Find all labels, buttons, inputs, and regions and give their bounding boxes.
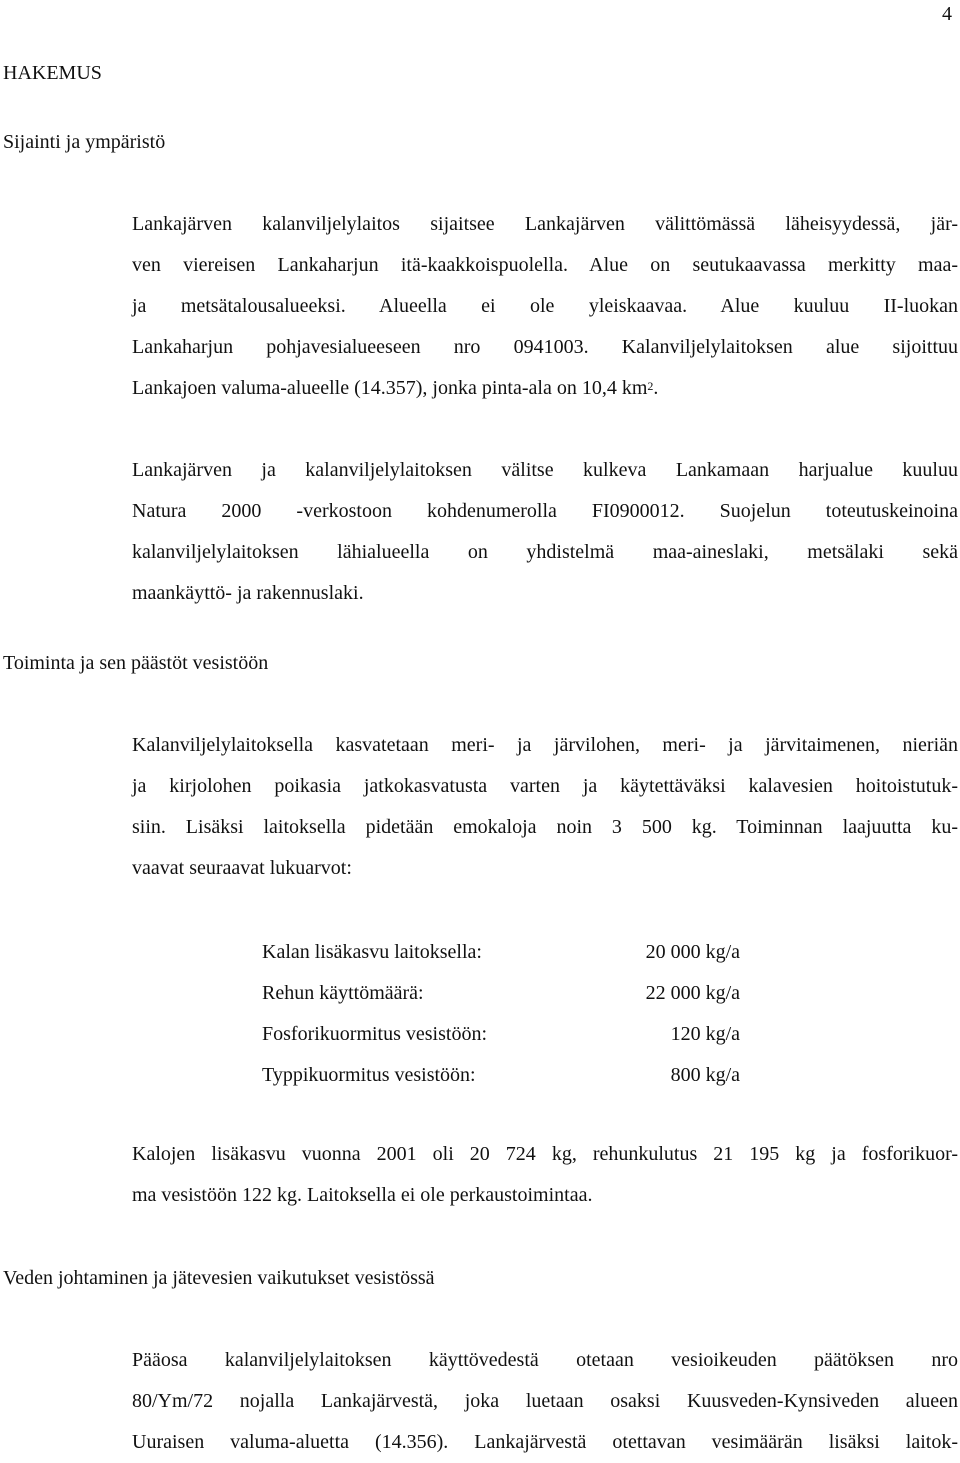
paragraph-location-1 [132,204,958,409]
stat-label: Typpikuormitus vesistöön: [262,1064,476,1086]
paragraph-location-2 [132,450,958,614]
area-exponent: 2 [647,379,654,393]
stat-row [262,973,742,1014]
stat-row [262,1014,742,1055]
text-line: maankäyttö- ja rakennuslaki. [132,582,364,604]
text-line: Natura 2000 -verkostoon kohdenumerolla FI0900012. Suojelun toteutuskeinoina [132,500,958,522]
text-line: ja kirjolohen poikasia jatkokasvatusta varten ja käytettäväksi kalavesien hoitoistutuk- [132,775,958,797]
text-line: ven viereisen Lankaharjun itä-kaakkoispuolella. Alue on seutukaavassa merkitty maa- [132,254,958,276]
stat-value: 120 kg/a [670,1023,740,1045]
text-line: siin. Lisäksi laitoksella pidetään emokaloja noin 3 500 kg. Toiminnan laajuutta ku- [132,816,958,838]
text-line: Lankajärven ja kalanviljelylaitoksen välitse kulkeva Lankamaan harjualue kuuluu [132,459,958,481]
text-line: ja metsätalousalueeksi. Alueella ei ole yleiskaavaa. Alue kuuluu II-luokan [132,295,958,317]
paragraph-wastewater-1 [132,1340,958,1463]
stat-value: 22 000 kg/a [645,982,740,1004]
text-line: 80/Ym/72 nojalla Lankajärvestä, joka luetaan osaksi Kuusveden-Kynsiveden alueen [132,1390,958,1412]
area-sentence: Lankajoen valuma-alueelle (14.357), jonka pinta-ala on 10,4 km [132,377,648,399]
sentence-end: . [653,377,659,399]
text-line: Kalojen lisäkasvu vuonna 2001 oli 20 724 kg, rehunkulutus 21 195 kg ja fosforikuor- [132,1143,958,1165]
page-number: 4 [942,3,952,25]
text-line: kalanviljelylaitoksen lähialueella on yhdistelmä maa-aineslaki, metsälaki sekä [132,541,958,563]
text-line: Lankaharjun pohjavesialueeseen nro 0941003. Kalanviljelylaitoksen alue sijoittuu [132,336,958,358]
section-heading-operation: Toiminta ja sen päästöt vesistöön [3,652,269,674]
text-line: Lankajärven kalanviljelylaitos sijaitsee Lankajärven välittömässä läheisyydessä, jär- [132,213,958,235]
stat-value: 800 kg/a [670,1064,740,1086]
stat-label: Kalan lisäkasvu laitoksella: [262,941,482,963]
section-heading-wastewater: Veden johtaminen ja jätevesien vaikutukset vesistössä [3,1267,435,1289]
text-line: ma vesistöön 122 kg. Laitoksella ei ole perkaustoimintaa. [132,1184,593,1206]
stat-label: Fosforikuormitus vesistöön: [262,1023,488,1045]
text-line: Kalanviljelylaitoksella kasvatetaan meri- ja järvilohen, meri- ja järvitaimenen, nieriän [132,734,958,756]
emission-figures-table [262,932,742,1096]
section-heading-location: Sijainti ja ympäristö [3,131,166,153]
stat-label: Rehun käyttömäärä: [262,982,424,1004]
text-line [132,368,958,409]
stat-value: 20 000 kg/a [645,941,740,963]
text-line: Pääosa kalanviljelylaitoksen käyttövedestä otetaan vesioikeuden päätöksen nro [132,1349,958,1371]
paragraph-operation-2 [132,1134,958,1216]
document-title: HAKEMUS [3,62,102,84]
stat-row [262,1055,742,1096]
text-line: vaavat seuraavat lukuarvot: [132,857,352,879]
text-line: Uuraisen valuma-aluetta (14.356). Lankajärvestä otettavan vesimäärän lisäksi laitok- [132,1431,958,1453]
stat-row [262,932,742,973]
paragraph-operation-1 [132,725,958,889]
